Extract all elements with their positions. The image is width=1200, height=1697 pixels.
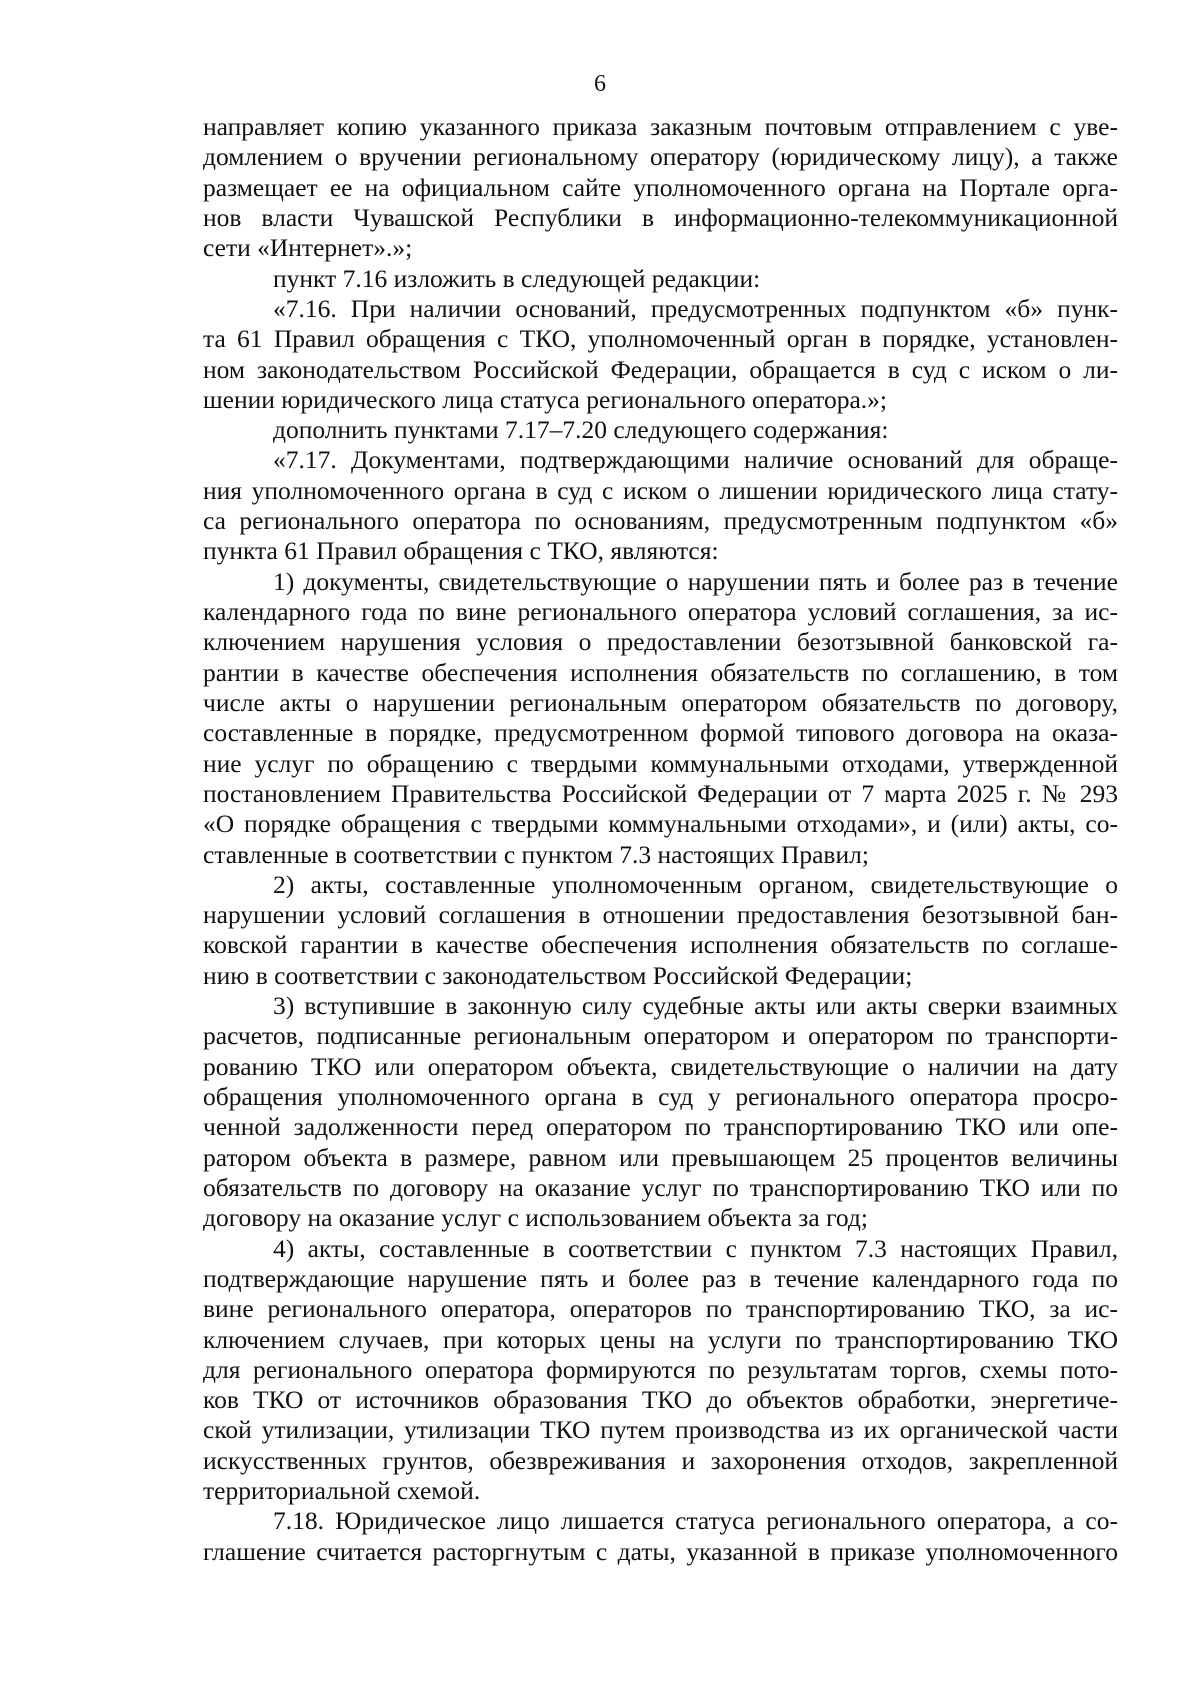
text-line: ратором объекта в размере, равном или превышающем 25 процентов величины — [203, 1142, 1118, 1172]
text-line: са регионального оператора по основаниям, предусмотренным подпунктом «б» — [203, 506, 1118, 536]
paragraph-first-line: 4) акты, составленные в соответствии с пунктом 7.3 настоящих Правил, — [273, 1233, 1118, 1263]
paragraph-first-line: дополнить пунктами 7.17–7.20 следующего содержания: — [273, 415, 889, 445]
text-line: сети «Интернет».»; — [203, 233, 413, 263]
text-line: ключением случаев, при которых цены на услуги по транспортированию ТКО — [203, 1324, 1118, 1354]
text-line: постановлением Правительства Российской Федерации от 7 марта 2025 г. № 293 — [203, 778, 1118, 808]
text-line: договору на оказание услуг с использованием объекта за год; — [203, 1203, 868, 1233]
text-line: обращения уполномоченного органа в суд у регионального оператора просро- — [203, 1082, 1118, 1111]
text-line: нов власти Чувашской Республики в информационно-телекоммуникационной — [203, 202, 1118, 232]
text-line: нарушении условий соглашения в отношении предоставления безотзывной бан- — [203, 900, 1118, 930]
text-line: «О порядке обращения с твердыми коммунальными отходами», и (или) акты, со- — [203, 809, 1118, 839]
text-line: искусственных грунтов, обезвреживания и захоронения отходов, закрепленной — [203, 1445, 1118, 1475]
text-line: рантии в качестве обеспечения исполнения обязательств по соглашению, в том — [203, 657, 1118, 687]
text-line: расчетов, подписанные региональным оператором и оператором по транспорти- — [203, 1021, 1118, 1051]
text-line: ченной задолженности перед оператором по транспортированию ТКО или опе- — [203, 1112, 1118, 1142]
text-line: ном законодательством Российской Федерации, обращается в суд с иском о ли- — [203, 354, 1118, 384]
text-line: направляет копию указанного приказа заказным почтовым отправлением с уве- — [203, 112, 1118, 141]
paragraph-first-line: 3) вступившие в законную силу судебные акты или акты сверки взаимных — [273, 991, 1118, 1021]
text-line: ковской гарантии в качестве обеспечения исполнения обязательств по соглаше- — [203, 930, 1118, 960]
text-line: ние услуг по обращению с твердыми коммунальными отходами, утвержденной — [203, 748, 1118, 778]
text-line: шении юридического лица статуса регионального оператора.»; — [203, 384, 888, 414]
text-line: ков ТКО от источников образования ТКО до объектов обработки, энергетиче- — [203, 1385, 1118, 1415]
text-line: домлением о вручении региональному оператору (юридическому лицу), а также — [203, 142, 1118, 172]
text-line: пункта 61 Правил обращения с ТКО, являются: — [203, 536, 719, 566]
text-line: глашение считается расторгнутым с даты, указанной в приказе уполномоченного — [203, 1536, 1118, 1566]
text-line: рованию ТКО или оператором объекта, свидетельствующие о наличии на дату — [203, 1051, 1118, 1081]
text-line: ской утилизации, утилизации ТКО путем производства из их органической части — [203, 1415, 1118, 1445]
text-line: составленные в порядке, предусмотренном формой типового договора на оказа- — [203, 718, 1118, 748]
text-line: вине регионального оператора, операторов по транспортированию ТКО, за ис- — [203, 1294, 1118, 1324]
text-line: обязательств по договору на оказание услуг по транспортированию ТКО или по — [203, 1172, 1118, 1202]
text-line: ключением нарушения условия о предоставлении безотзывной банковской га- — [203, 627, 1118, 657]
text-line: ния уполномоченного органа в суд с иском о лишении юридического лица стату- — [203, 475, 1118, 505]
text-line: нию в соответствии с законодательством Российской Федерации; — [203, 960, 913, 990]
text-line: размещает ее на официальном сайте уполномоченного органа на Портале орга- — [203, 172, 1118, 202]
paragraph-first-line: «7.16. При наличии оснований, предусмотренных подпунктом «б» пунк- — [273, 293, 1118, 323]
page-number: 6 — [594, 71, 606, 97]
document-body — [203, 112, 1118, 1567]
paragraph-first-line: 1) документы, свидетельствующие о нарушении пять и более раз в течение — [273, 566, 1118, 596]
text-line: та 61 Правил обращения с ТКО, уполномоченный орган в порядке, установлен- — [203, 324, 1118, 354]
text-line: календарного года по вине регионального оператора условий соглашения, за ис- — [203, 597, 1118, 626]
paragraph-first-line: 7.18. Юридическое лицо лишается статуса регионального оператора, а со- — [273, 1506, 1118, 1536]
text-line: числе акты о нарушении региональным оператором обязательств по договору, — [203, 687, 1118, 717]
paragraph-first-line: пункт 7.16 изложить в следующей редакции: — [273, 263, 761, 293]
text-line: для регионального оператора формируются по результатам торгов, схемы пото- — [203, 1354, 1118, 1384]
text-line: ставленные в соответствии с пунктом 7.3 настоящих Правил; — [203, 839, 869, 869]
paragraph-first-line: 2) акты, составленные уполномоченным органом, свидетельствующие о — [273, 869, 1118, 899]
text-line: территориальной схемой. — [203, 1476, 481, 1506]
paragraph-first-line: «7.17. Документами, подтверждающими наличие оснований для обраще- — [273, 445, 1118, 475]
text-line: подтверждающие нарушение пять и более раз в течение календарного года по — [203, 1263, 1118, 1293]
